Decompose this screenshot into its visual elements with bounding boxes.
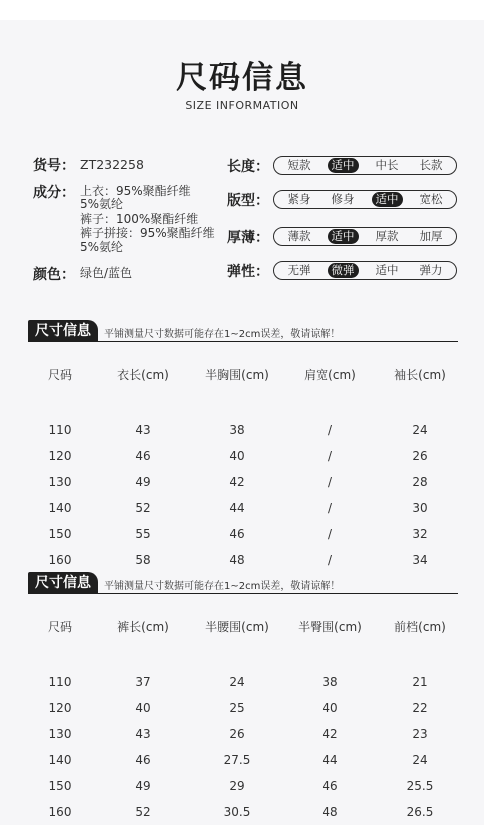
top-size-table (24, 361, 464, 573)
table-cell: 43 (135, 423, 151, 437)
table-cell: 48 (322, 805, 338, 819)
elasticity-option: 适中 (375, 263, 399, 277)
table-cell: 130 (48, 475, 72, 489)
table-cell: 26.5 (406, 805, 434, 819)
composition-line-2: 5%氨纶 (80, 197, 124, 211)
table-cell: 46 (229, 527, 245, 541)
length-label: 长度： (227, 159, 269, 175)
fit-option: 宽松 (419, 192, 443, 206)
table-cell: / (327, 527, 333, 541)
elasticity-option: 无弹 (287, 263, 311, 277)
table-cell: 42 (229, 475, 245, 489)
length-option: 适中 (328, 158, 359, 173)
table-cell: 160 (48, 805, 72, 819)
thickness-label: 厚薄： (227, 230, 269, 246)
table-cell: 38 (229, 423, 245, 437)
column-header: 尺码 (47, 367, 72, 382)
fit-option: 适中 (372, 192, 403, 207)
table-cell: 160 (48, 553, 72, 567)
table-cell: 58 (135, 553, 151, 567)
page-title: 尺码信息 (176, 60, 308, 96)
table-cell: 120 (48, 701, 72, 715)
table-row (24, 669, 464, 695)
fit-label: 版型： (227, 193, 269, 209)
fit-option: 修身 (331, 192, 355, 206)
page-subtitle: SIZE INFORMATION (185, 99, 299, 112)
spacer (24, 639, 464, 669)
table-cell: 25.5 (406, 779, 434, 793)
table-row (24, 443, 464, 469)
table-row (24, 799, 464, 825)
pants-size-table (24, 613, 464, 825)
table-cell: 150 (48, 779, 72, 793)
column-header: 半胸围(cm) (205, 367, 269, 382)
top-size-section-header (28, 320, 458, 342)
table-cell: 24 (229, 675, 245, 689)
section-tag: 尺寸信息 (28, 572, 98, 594)
table-cell: 48 (229, 553, 245, 567)
composition-line-5: 5%氨纶 (80, 240, 124, 254)
color-value: 绿色/蓝色 (80, 266, 133, 280)
table-row (24, 773, 464, 799)
table-row (24, 495, 464, 521)
thickness-options (273, 227, 457, 246)
elasticity-options (273, 261, 457, 280)
pants-size-section-header (28, 572, 458, 594)
column-header: 裤长(cm) (117, 619, 169, 634)
table-cell: 43 (135, 727, 151, 741)
column-header: 半臀围(cm) (298, 619, 362, 634)
column-header: 衣长(cm) (117, 367, 169, 382)
table-cell: / (327, 423, 333, 437)
table-row (24, 521, 464, 547)
item-no-value: ZT232258 (80, 157, 144, 172)
table-cell: 34 (412, 553, 428, 567)
table-cell: 140 (48, 501, 72, 515)
column-header: 袖长(cm) (394, 367, 446, 382)
table-header-row (24, 613, 464, 639)
thickness-option: 薄款 (287, 229, 311, 243)
column-header: 前档(cm) (394, 619, 446, 634)
item-no-label: 货号： (33, 158, 75, 174)
table-cell: 49 (135, 779, 151, 793)
table-cell: 52 (135, 501, 151, 515)
table-cell: 38 (322, 675, 338, 689)
table-cell: 150 (48, 527, 72, 541)
table-cell: 26 (412, 449, 428, 463)
table-cell: 37 (135, 675, 151, 689)
fit-options (273, 190, 457, 209)
table-cell: 25 (229, 701, 245, 715)
color-label: 颜色： (33, 267, 75, 283)
table-cell: 30.5 (223, 805, 251, 819)
table-cell: 46 (135, 449, 151, 463)
table-row (24, 547, 464, 573)
table-cell: 52 (135, 805, 151, 819)
table-cell: 42 (322, 727, 338, 741)
composition-line-4: 裤子拼接：95%聚酯纤维 (80, 226, 215, 240)
table-cell: 28 (412, 475, 428, 489)
table-row (24, 747, 464, 773)
table-cell: / (327, 449, 333, 463)
composition-line-3: 裤子：100%聚酯纤维 (80, 212, 199, 226)
thickness-option: 厚款 (375, 229, 399, 243)
table-cell: 110 (48, 675, 72, 689)
table-cell: 55 (135, 527, 151, 541)
table-cell: 22 (412, 701, 428, 715)
table-cell: 46 (322, 779, 338, 793)
fit-option: 紧身 (287, 192, 311, 206)
table-cell: 32 (412, 527, 428, 541)
table-cell: 140 (48, 753, 72, 767)
table-cell: 23 (412, 727, 428, 741)
table-cell: 27.5 (223, 753, 251, 767)
column-header: 尺码 (47, 619, 72, 634)
table-cell: 46 (135, 753, 151, 767)
elasticity-label: 弹性： (227, 264, 269, 280)
top-bar (0, 0, 484, 20)
table-row (24, 469, 464, 495)
column-header: 半腰围(cm) (205, 619, 269, 634)
table-cell: / (327, 501, 333, 515)
table-cell: 29 (229, 779, 245, 793)
composition-label: 成分： (33, 185, 75, 201)
table-cell: 40 (135, 701, 151, 715)
thickness-option: 适中 (328, 229, 359, 244)
table-cell: / (327, 553, 333, 567)
table-row (24, 721, 464, 747)
elasticity-option: 弹力 (419, 263, 443, 277)
elasticity-option: 微弹 (328, 263, 359, 278)
length-options (273, 156, 457, 175)
table-cell: 40 (229, 449, 245, 463)
length-option: 长款 (419, 158, 443, 172)
section-tag: 尺寸信息 (28, 320, 98, 342)
spacer (24, 387, 464, 417)
column-header: 肩宽(cm) (304, 367, 356, 382)
table-cell: 24 (412, 423, 428, 437)
table-cell: 26 (229, 727, 245, 741)
section-note: 平铺测量尺寸数据可能存在1~2cm误差，敬请谅解！ (104, 581, 341, 592)
table-cell: 40 (322, 701, 338, 715)
length-option: 中长 (375, 158, 399, 172)
table-row (24, 695, 464, 721)
table-cell: 44 (229, 501, 245, 515)
length-option: 短款 (287, 158, 311, 172)
composition-line-1: 上衣：95%聚酯纤维 (80, 184, 191, 198)
table-header-row (24, 361, 464, 387)
thickness-option: 加厚 (419, 229, 443, 243)
table-cell: 110 (48, 423, 72, 437)
table-cell: 21 (412, 675, 428, 689)
table-row (24, 417, 464, 443)
table-cell: 30 (412, 501, 428, 515)
table-cell: 120 (48, 449, 72, 463)
table-cell: 24 (412, 753, 428, 767)
table-cell: 130 (48, 727, 72, 741)
table-cell: 49 (135, 475, 151, 489)
section-note: 平铺测量尺寸数据可能存在1~2cm误差，敬请谅解！ (104, 329, 341, 340)
table-cell: 44 (322, 753, 338, 767)
table-cell: / (327, 475, 333, 489)
